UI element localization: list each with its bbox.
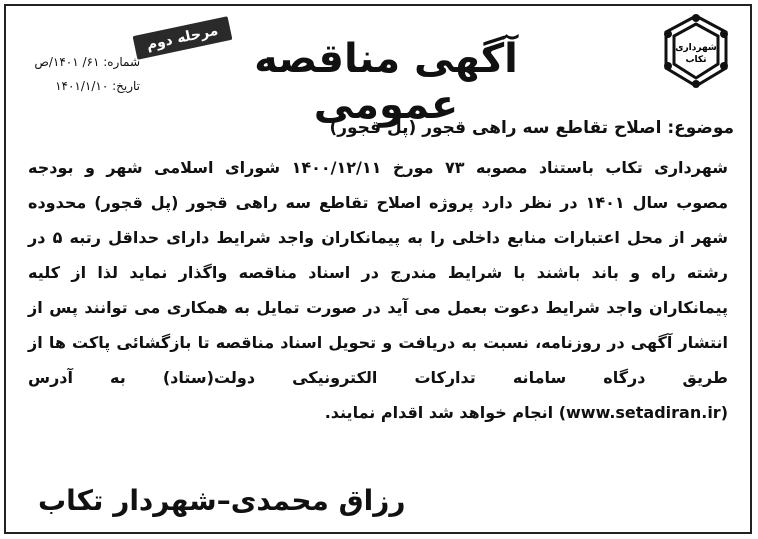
- body-line: شهر از محل اعتبارات منابع داخلی را به پیمانکاران واجد شرایط دارای حداقل رتبه ۵ در: [28, 228, 729, 247]
- body-line: پیمانکاران واجد شرایط دعوت بعمل می آید در صورت تمایل به همکاری می توانند پس از: [28, 298, 728, 317]
- notice-title: آگهی مناقصه عمومی: [254, 36, 518, 128]
- body-line: انتشار آگهی در روزنامه، نسبت به دریافت و تحویل اسناد مناقصه تا بازگشائی پاکت ها از: [28, 333, 728, 352]
- municipality-seal-icon: [654, 10, 738, 94]
- seal-text-line: شهرداری: [675, 43, 717, 53]
- body-line: طریق درگاه سامانه تدارکات الکترونیکی دولت(ستاد) به آدرس: [28, 368, 728, 387]
- body-line: شهرداری تکاب باستناد مصوبه ۷۳ مورخ ۱۴۰۰/۱۲/۱۱ شورای اسلامی شهر و بودجه: [28, 158, 728, 177]
- seal-text-line: تکاب: [685, 55, 707, 65]
- notice-date: تاریخ: ۱۴۰۱/۱/۱۰: [55, 79, 140, 93]
- stage-badge: مرحله دوم: [133, 16, 233, 60]
- notice-meta: [30, 50, 140, 98]
- notice-number: شماره: ۶۱/ ۱۴۰۱/ص: [34, 55, 140, 69]
- body-line: مصوب سال ۱۴۰۱ در نظر دارد پروژه اصلاح تقاطع سه راهی قجور (پل قجور) محدوده: [28, 193, 729, 212]
- notice-body: [28, 150, 728, 430]
- body-line: (www.setadiran.ir) انجام خواهد شد اقدام نمایند.: [324, 403, 728, 422]
- body-line: رشته راه و باند باشند با شرایط مندرج در اسناد مناقصه واگذار نماید لذا از کلیه: [28, 263, 728, 282]
- notice-subject: موضوع: اصلاح تقاطع سه راهی قجور (پل قجور): [329, 118, 734, 138]
- signature: رزاق محمدی–شهردار تکاب: [38, 484, 406, 517]
- notice-frame: [4, 4, 752, 534]
